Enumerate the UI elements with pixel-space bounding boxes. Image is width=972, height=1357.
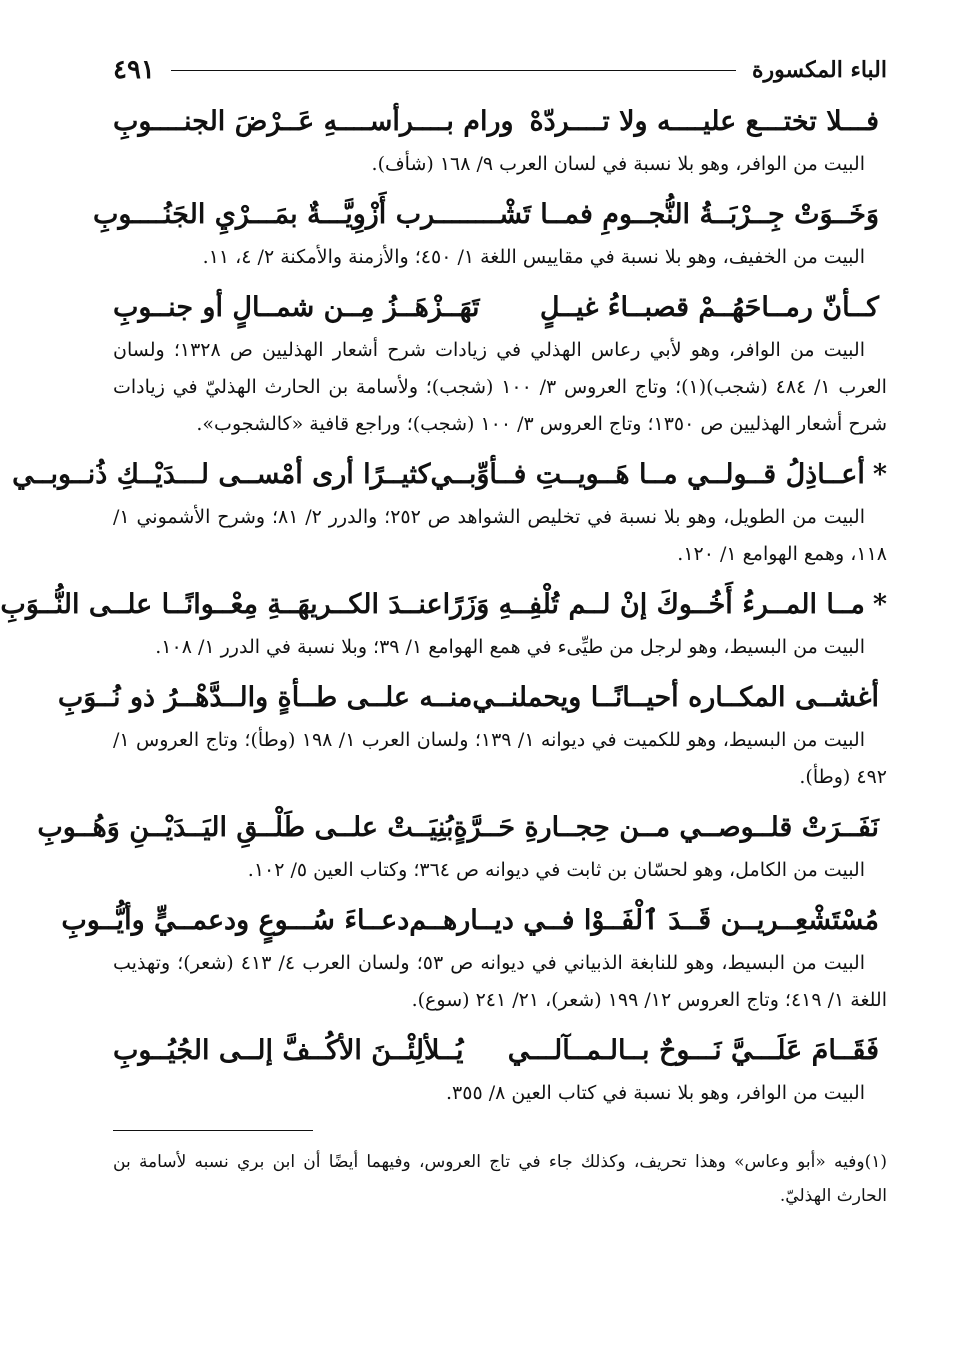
- second-hemistich: تَهَــزْهَــزُ مِــن شمــالٍ أو جنــوبِ: [113, 292, 480, 323]
- first-hemistich: كــأنّ رمــاحَهُــمْ قصبــاءُ غيــلٍ: [539, 292, 879, 323]
- first-hemistich: مُسْتَشْعِــريــن قَــدَ ٱلْفَــوْا فــي ديــارهــم: [409, 905, 879, 936]
- verse-entry: [113, 100, 887, 183]
- verse-entry: [93, 193, 887, 276]
- first-hemistich: وَخَــوَتْ جِــرْبَــةُ النُّجــومِ فمــا تَشْـــ: [475, 199, 879, 230]
- verse-note: البيت من البسيط، وهو للنابغة الذبياني في ديوانه ص ٥٣؛ ولسان العرب ٤/ ٤١٣ (شعر)؛ وتهذيب اللغة ١/ ٤١٩؛ وتاج العروس ١٢/ ١٩٩ (شعر)، ٢١/ ٢٤١ (سوع).: [113, 952, 887, 1011]
- verse-note: البيت من الوافر، وهو بلا نسبة في لسان العرب ٩/ ١٦٨ (شأف).: [371, 153, 865, 175]
- verse-line: [0, 583, 887, 627]
- first-hemistich: *أعــاذِلُ قــولــي مــا هَــويــتِ فــأوِّبــي: [430, 459, 887, 490]
- second-hemistich: دعــاءَ سُـــوعٍ ودعمــيٍّ وأيُّــوبِ: [61, 905, 410, 936]
- verse-entry: [12, 453, 887, 573]
- first-hemistich: فَقَــامَ عَلَـــيَّ نَـــوحٌ بــالـمــآلـــي: [507, 1035, 879, 1066]
- verse-entry: [113, 1029, 887, 1112]
- verse-note: البيت من الوافر، وهو لأبي رعاس الهذلي في زيادات شرح أشعار الهذليين ص ١٣٢٨؛ ولسان العرب ١/ ٤٨٤ (شجب)(١)؛ وتاج العروس ٣/ ١٠٠ (شجب)؛ ولأسامة بن الحارث الهذليّ في زيادات شرح أشعار الهذليين ص ١٣٥٠؛ وتاج العروس ٣/ ١٠٠ (شجب)؛ وراجع قافية «كالشجوب».: [113, 339, 887, 435]
- verse-line: [37, 806, 887, 850]
- verse-note: البيت من الخفيف، وهو بلا نسبة في مقاييس اللغة ١/ ٤٥٠؛ والأزمنة والأمكنة ٢/ ٤، ١١.: [202, 246, 865, 268]
- footnote: (١)وفيه «أبو وعاس» وهذا تحريف، وكذلك جاء في تاج العروس، وفيهما أيضًا أن ابن بري نسبه لأسامة بن الحارث الهذليّ.: [113, 1152, 887, 1206]
- document-page: [0, 50, 887, 1213]
- running-header: [113, 50, 887, 90]
- chapter-title: الباء المكسورة: [752, 57, 887, 83]
- first-hemistich: فـــلا تختـــع عليــــه ولا تــــردّهْ: [529, 106, 879, 137]
- verse-note: البيت من البسيط، وهو لرجل من طيِّىء في همع الهوامع ١/ ٣٩؛ وبلا نسبة في الدرر ١/ ١٠٨.: [155, 636, 865, 658]
- page-number: ٤٩١: [113, 55, 155, 85]
- verse-line: [57, 676, 887, 720]
- verse-marker: *: [872, 459, 887, 490]
- first-hemistich: *مــا المــرءُ أَخُــوكَ إنْ لــم تُلْفِــهِ وَزَرًا: [442, 589, 887, 620]
- second-hemistich: ورام بــــرأســــهِ عَــرْضَ الجنــــوبِ: [113, 106, 514, 137]
- verse-note: البيت من الطويل، وهو بلا نسبة في تخليص الشواهد ص ٢٥٢؛ والدرر ٢/ ٨١؛ وشرح الأشموني ١/ ١١٨، وهمع الهوامع ١/ ١٢٠.: [113, 506, 887, 565]
- footnote-separator: [113, 1130, 313, 1131]
- verse-entry: [37, 806, 887, 889]
- verse-note: البيت من الوافر، وهو بلا نسبة في كتاب العين ٨/ ٣٥٥.: [446, 1082, 865, 1104]
- verse-line: [12, 453, 887, 497]
- verse-line: [93, 193, 887, 237]
- verse-line: [61, 899, 887, 943]
- second-hemistich: يُــلألِئْــنَ الأكُــفَّ إلــى الجُيُــوبِ: [113, 1035, 464, 1066]
- header-rule: [171, 70, 736, 71]
- second-hemistich: بُنِيَــتْ علــى طَلْــقِ اليَــدَيْــنِ وَهُــوبِ: [37, 812, 454, 843]
- second-hemistich: ـــــرب أَزْوِيَّـــةٌ بمَـــرْيِ الجَنُــــوبِ: [93, 199, 476, 230]
- first-hemistich: أغشــى المكــاره أحيــانًــا ويحملنــي: [472, 682, 879, 713]
- second-hemistich: عنــدَ الكــريهَــةِ مِعْــوانًــا علــى النُّــوَبِ: [0, 589, 443, 620]
- verse-entry: [61, 899, 887, 1019]
- verse-marker: *: [872, 589, 887, 620]
- verse-entry: [113, 286, 887, 443]
- verse-line: [113, 286, 887, 330]
- second-hemistich: كثيــرًا أرى أمْســى لـــدَيْــكِ ذُنــوبــي: [12, 459, 431, 490]
- verse-line: [113, 1029, 887, 1073]
- verse-list: [0, 100, 887, 1112]
- second-hemistich: منــه علــى طــأةٍ والــدَّهْــرُ ذو نُــوَبِ: [57, 682, 473, 713]
- verse-entry: [0, 583, 887, 666]
- verse-note: البيت من الكامل، وهو لحسّان بن ثابت في ديوانه ص ٣٦٤؛ وكتاب العين ٥/ ١٠٢.: [247, 859, 865, 881]
- first-hemistich: نَفَــرَتْ قلــوصــي مــن حِجــارةِ حَــرَّةٍ: [453, 812, 879, 843]
- verse-note: البيت من البسيط، وهو للكميت في ديوانه ١/ ١٣٩؛ ولسان العرب ١/ ١٩٨ (وطأ)؛ وتاج العروس ١/ ٤٩٢ (وطأ).: [113, 729, 887, 788]
- verse-entry: [57, 676, 887, 796]
- verse-line: [113, 100, 887, 144]
